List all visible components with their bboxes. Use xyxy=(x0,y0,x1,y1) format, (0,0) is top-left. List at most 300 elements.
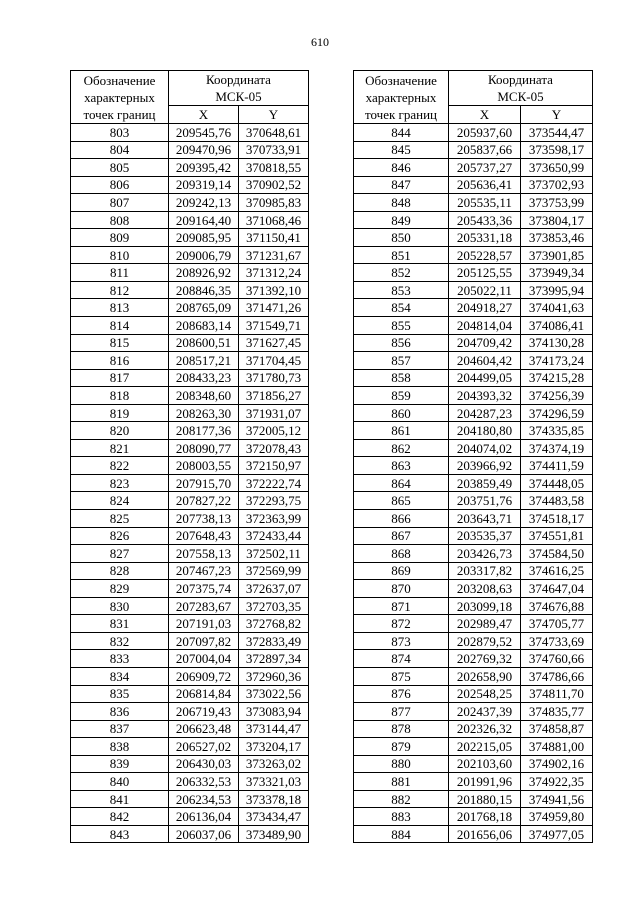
table-row xyxy=(71,808,309,826)
table-row xyxy=(71,352,309,370)
point-number-cell: 809 xyxy=(71,229,169,247)
x-coordinate-cell: 203099,18 xyxy=(449,597,521,615)
point-number-cell: 866 xyxy=(354,510,449,528)
y-coordinate-cell: 374041,63 xyxy=(521,299,593,317)
x-coordinate-cell: 207467,23 xyxy=(169,562,239,580)
y-coordinate-cell: 372569,99 xyxy=(239,562,309,580)
y-coordinate-cell: 373263,02 xyxy=(239,755,309,773)
point-number-cell: 851 xyxy=(354,246,449,264)
table-row xyxy=(354,281,593,299)
y-coordinate-cell: 374411,59 xyxy=(521,457,593,475)
y-coordinate-cell: 374173,24 xyxy=(521,352,593,370)
point-number-cell: 882 xyxy=(354,790,449,808)
x-coordinate-cell: 206037,06 xyxy=(169,825,239,843)
y-coordinate-cell: 370902,52 xyxy=(239,176,309,194)
point-designation-header xyxy=(354,71,449,124)
x-coordinate-cell: 206719,43 xyxy=(169,703,239,721)
point-number-cell: 821 xyxy=(71,439,169,457)
point-number-cell: 842 xyxy=(71,808,169,826)
table-row xyxy=(71,194,309,212)
y-coordinate-cell: 374647,04 xyxy=(521,580,593,598)
x-coordinate-cell: 206623,48 xyxy=(169,720,239,738)
x-coordinate-cell: 208090,77 xyxy=(169,439,239,457)
point-number-cell: 846 xyxy=(354,159,449,177)
coord-title-line-2: МСК-05 xyxy=(215,89,262,105)
table-row xyxy=(354,527,593,545)
coord-title-line-1: Координата xyxy=(206,72,271,88)
x-coordinate-cell: 205228,57 xyxy=(449,246,521,264)
y-coordinate-cell: 374977,05 xyxy=(521,825,593,843)
y-coordinate-cell: 374335,85 xyxy=(521,422,593,440)
x-coordinate-cell: 203317,82 xyxy=(449,562,521,580)
x-coordinate-cell: 206527,02 xyxy=(169,738,239,756)
table-row xyxy=(354,159,593,177)
point-number-cell: 804 xyxy=(71,141,169,159)
table-row xyxy=(71,825,309,843)
table-row xyxy=(71,124,309,142)
y-coordinate-cell: 373753,99 xyxy=(521,194,593,212)
x-coordinate-cell: 204814,04 xyxy=(449,317,521,335)
point-number-cell: 815 xyxy=(71,334,169,352)
x-coordinate-cell: 206136,04 xyxy=(169,808,239,826)
point-number-cell: 863 xyxy=(354,457,449,475)
x-coordinate-cell: 203751,76 xyxy=(449,492,521,510)
table-row xyxy=(71,334,309,352)
x-coordinate-cell: 208517,21 xyxy=(169,352,239,370)
table-row xyxy=(71,632,309,650)
table-row xyxy=(354,457,593,475)
x-coordinate-cell: 208926,92 xyxy=(169,264,239,282)
y-coordinate-cell: 371392,10 xyxy=(239,281,309,299)
point-number-cell: 835 xyxy=(71,685,169,703)
y-coordinate-cell: 374835,77 xyxy=(521,703,593,721)
y-coordinate-cell: 373995,94 xyxy=(521,281,593,299)
y-coordinate-cell: 372502,11 xyxy=(239,545,309,563)
table-row xyxy=(71,404,309,422)
table-row xyxy=(354,422,593,440)
x-coordinate-cell: 203643,71 xyxy=(449,510,521,528)
x-coordinate-cell: 208765,09 xyxy=(169,299,239,317)
point-number-cell: 856 xyxy=(354,334,449,352)
x-coordinate-cell: 205636,41 xyxy=(449,176,521,194)
table-row xyxy=(354,299,593,317)
table-row xyxy=(71,159,309,177)
point-number-cell: 850 xyxy=(354,229,449,247)
x-coordinate-cell: 209085,95 xyxy=(169,229,239,247)
point-number-cell: 814 xyxy=(71,317,169,335)
x-coordinate-cell: 202879,52 xyxy=(449,632,521,650)
y-coordinate-cell: 374551,81 xyxy=(521,527,593,545)
x-coordinate-cell: 206234,53 xyxy=(169,790,239,808)
table-row xyxy=(354,808,593,826)
y-coordinate-cell: 372960,36 xyxy=(239,667,309,685)
table-row xyxy=(354,229,593,247)
table-row xyxy=(354,141,593,159)
x-coordinate-cell: 202103,60 xyxy=(449,755,521,773)
point-number-cell: 869 xyxy=(354,562,449,580)
point-number-cell: 826 xyxy=(71,527,169,545)
table-row xyxy=(354,738,593,756)
point-number-cell: 832 xyxy=(71,632,169,650)
coordinate-system-header xyxy=(169,71,309,106)
y-coordinate-cell: 374705,77 xyxy=(521,615,593,633)
point-number-cell: 841 xyxy=(71,790,169,808)
point-number-cell: 874 xyxy=(354,650,449,668)
table-row xyxy=(354,755,593,773)
y-coordinate-cell: 374086,41 xyxy=(521,317,593,335)
coordinate-system-header xyxy=(449,71,593,106)
y-coordinate-cell: 371312,24 xyxy=(239,264,309,282)
point-number-cell: 879 xyxy=(354,738,449,756)
table-row xyxy=(354,597,593,615)
y-coordinate-cell: 373702,93 xyxy=(521,176,593,194)
y-coordinate-cell: 373489,90 xyxy=(239,825,309,843)
table-row xyxy=(71,422,309,440)
y-coordinate-cell: 373949,34 xyxy=(521,264,593,282)
y-coordinate-cell: 373544,47 xyxy=(521,124,593,142)
x-coordinate-cell: 202989,47 xyxy=(449,615,521,633)
x-coordinate-cell: 202215,05 xyxy=(449,738,521,756)
y-coordinate-cell: 374448,05 xyxy=(521,474,593,492)
table-row xyxy=(71,474,309,492)
table-row xyxy=(354,545,593,563)
point-number-cell: 833 xyxy=(71,650,169,668)
coord-title-line-2: МСК-05 xyxy=(497,89,544,105)
y-coordinate-cell: 374483,58 xyxy=(521,492,593,510)
y-coordinate-cell: 371549,71 xyxy=(239,317,309,335)
table-row xyxy=(354,387,593,405)
table-row xyxy=(354,334,593,352)
x-coordinate-cell: 203859,49 xyxy=(449,474,521,492)
y-coordinate-cell: 374941,56 xyxy=(521,790,593,808)
y-coordinate-cell: 374786,66 xyxy=(521,667,593,685)
y-coordinate-cell: 373204,17 xyxy=(239,738,309,756)
point-number-cell: 857 xyxy=(354,352,449,370)
y-coordinate-cell: 371856,27 xyxy=(239,387,309,405)
table-row xyxy=(71,439,309,457)
x-coordinate-cell: 207283,67 xyxy=(169,597,239,615)
x-coordinate-cell: 207738,13 xyxy=(169,510,239,528)
point-number-cell: 859 xyxy=(354,387,449,405)
table-row xyxy=(354,720,593,738)
table-row xyxy=(354,790,593,808)
x-coordinate-cell: 206909,72 xyxy=(169,667,239,685)
table-row xyxy=(71,457,309,475)
y-coordinate-cell: 372078,43 xyxy=(239,439,309,457)
point-number-cell: 839 xyxy=(71,755,169,773)
table-row xyxy=(71,720,309,738)
x-coordinate-cell: 201656,06 xyxy=(449,825,521,843)
point-number-cell: 878 xyxy=(354,720,449,738)
y-column-header: Y xyxy=(239,106,309,124)
x-coordinate-cell: 204393,32 xyxy=(449,387,521,405)
point-number-cell: 817 xyxy=(71,369,169,387)
table-row xyxy=(354,439,593,457)
x-coordinate-cell: 203208,63 xyxy=(449,580,521,598)
x-coordinate-cell: 208600,51 xyxy=(169,334,239,352)
point-number-cell: 872 xyxy=(354,615,449,633)
point-number-cell: 840 xyxy=(71,773,169,791)
x-column-header: X xyxy=(169,106,239,124)
table-row xyxy=(354,124,593,142)
header-line-1: Обозначение xyxy=(365,72,437,88)
point-number-cell: 884 xyxy=(354,825,449,843)
point-number-cell: 829 xyxy=(71,580,169,598)
header-line-2: характерных xyxy=(365,89,437,105)
table-row xyxy=(71,492,309,510)
point-number-cell: 853 xyxy=(354,281,449,299)
x-coordinate-cell: 202326,32 xyxy=(449,720,521,738)
table-row xyxy=(71,527,309,545)
point-number-cell: 803 xyxy=(71,124,169,142)
y-coordinate-cell: 373650,99 xyxy=(521,159,593,177)
point-number-cell: 812 xyxy=(71,281,169,299)
y-coordinate-cell: 372150,97 xyxy=(239,457,309,475)
y-coordinate-cell: 371150,41 xyxy=(239,229,309,247)
x-coordinate-cell: 204287,23 xyxy=(449,404,521,422)
point-number-cell: 849 xyxy=(354,211,449,229)
table-row xyxy=(71,369,309,387)
point-number-cell: 880 xyxy=(354,755,449,773)
y-coordinate-cell: 373378,18 xyxy=(239,790,309,808)
table-row xyxy=(71,264,309,282)
y-coordinate-cell: 374256,39 xyxy=(521,387,593,405)
point-number-cell: 822 xyxy=(71,457,169,475)
y-coordinate-cell: 374130,28 xyxy=(521,334,593,352)
x-coordinate-cell: 209006,79 xyxy=(169,246,239,264)
table-row xyxy=(71,790,309,808)
y-coordinate-cell: 371627,45 xyxy=(239,334,309,352)
point-number-cell: 865 xyxy=(354,492,449,510)
table-row xyxy=(71,387,309,405)
header-line-1: Обозначение xyxy=(83,72,156,88)
table-row xyxy=(354,474,593,492)
y-coordinate-cell: 374215,28 xyxy=(521,369,593,387)
table-row xyxy=(354,562,593,580)
header-line-2: характерных xyxy=(84,89,155,105)
x-coordinate-cell: 206430,03 xyxy=(169,755,239,773)
x-coordinate-cell: 204709,42 xyxy=(449,334,521,352)
point-number-cell: 870 xyxy=(354,580,449,598)
y-coordinate-cell: 374616,25 xyxy=(521,562,593,580)
point-number-cell: 810 xyxy=(71,246,169,264)
point-number-cell: 883 xyxy=(354,808,449,826)
point-number-cell: 843 xyxy=(71,825,169,843)
point-number-cell: 838 xyxy=(71,738,169,756)
point-number-cell: 868 xyxy=(354,545,449,563)
x-coordinate-cell: 208263,30 xyxy=(169,404,239,422)
point-number-cell: 847 xyxy=(354,176,449,194)
point-number-cell: 818 xyxy=(71,387,169,405)
table-row xyxy=(71,755,309,773)
point-number-cell: 852 xyxy=(354,264,449,282)
point-number-cell: 836 xyxy=(71,703,169,721)
y-coordinate-cell: 373434,47 xyxy=(239,808,309,826)
y-coordinate-cell: 372703,35 xyxy=(239,597,309,615)
x-coordinate-cell: 201991,96 xyxy=(449,773,521,791)
x-coordinate-cell: 205937,60 xyxy=(449,124,521,142)
table-row xyxy=(354,632,593,650)
point-number-cell: 855 xyxy=(354,317,449,335)
table-row xyxy=(354,492,593,510)
x-coordinate-cell: 201880,15 xyxy=(449,790,521,808)
x-coordinate-cell: 206814,84 xyxy=(169,685,239,703)
x-coordinate-cell: 208348,60 xyxy=(169,387,239,405)
y-column-header: Y xyxy=(521,106,593,124)
table-row xyxy=(71,211,309,229)
table-row xyxy=(71,176,309,194)
y-coordinate-cell: 372005,12 xyxy=(239,422,309,440)
x-coordinate-cell: 208846,35 xyxy=(169,281,239,299)
y-coordinate-cell: 374374,19 xyxy=(521,439,593,457)
y-coordinate-cell: 373804,17 xyxy=(521,211,593,229)
table-row xyxy=(71,738,309,756)
y-coordinate-cell: 372363,99 xyxy=(239,510,309,528)
y-coordinate-cell: 374296,59 xyxy=(521,404,593,422)
table-row xyxy=(354,703,593,721)
point-number-cell: 830 xyxy=(71,597,169,615)
y-coordinate-cell: 373321,03 xyxy=(239,773,309,791)
table-row xyxy=(71,299,309,317)
point-number-cell: 862 xyxy=(354,439,449,457)
x-coordinate-cell: 205022,11 xyxy=(449,281,521,299)
x-coordinate-cell: 205125,55 xyxy=(449,264,521,282)
y-coordinate-cell: 374733,69 xyxy=(521,632,593,650)
y-coordinate-cell: 371704,45 xyxy=(239,352,309,370)
y-coordinate-cell: 373598,17 xyxy=(521,141,593,159)
point-number-cell: 811 xyxy=(71,264,169,282)
x-coordinate-cell: 207558,13 xyxy=(169,545,239,563)
point-number-cell: 876 xyxy=(354,685,449,703)
y-coordinate-cell: 374922,35 xyxy=(521,773,593,791)
point-number-cell: 881 xyxy=(354,773,449,791)
coordinates-table-right xyxy=(353,70,593,843)
x-coordinate-cell: 202658,90 xyxy=(449,667,521,685)
point-number-cell: 837 xyxy=(71,720,169,738)
y-coordinate-cell: 371780,73 xyxy=(239,369,309,387)
y-coordinate-cell: 372768,82 xyxy=(239,615,309,633)
y-coordinate-cell: 370818,55 xyxy=(239,159,309,177)
y-coordinate-cell: 374676,88 xyxy=(521,597,593,615)
table-row xyxy=(71,703,309,721)
table-row xyxy=(71,281,309,299)
table-row xyxy=(354,510,593,528)
y-coordinate-cell: 372637,07 xyxy=(239,580,309,598)
y-coordinate-cell: 372222,74 xyxy=(239,474,309,492)
y-coordinate-cell: 372293,75 xyxy=(239,492,309,510)
x-coordinate-cell: 205433,36 xyxy=(449,211,521,229)
point-number-cell: 827 xyxy=(71,545,169,563)
x-coordinate-cell: 205837,66 xyxy=(449,141,521,159)
x-coordinate-cell: 203426,73 xyxy=(449,545,521,563)
y-coordinate-cell: 373144,47 xyxy=(239,720,309,738)
point-number-cell: 834 xyxy=(71,667,169,685)
x-coordinate-cell: 202548,25 xyxy=(449,685,521,703)
point-number-cell: 807 xyxy=(71,194,169,212)
point-number-cell: 805 xyxy=(71,159,169,177)
table-row xyxy=(71,510,309,528)
y-coordinate-cell: 370733,91 xyxy=(239,141,309,159)
x-coordinate-cell: 205737,27 xyxy=(449,159,521,177)
x-coordinate-cell: 207191,03 xyxy=(169,615,239,633)
table-row xyxy=(354,404,593,422)
y-coordinate-cell: 372897,34 xyxy=(239,650,309,668)
point-number-cell: 845 xyxy=(354,141,449,159)
y-coordinate-cell: 374518,17 xyxy=(521,510,593,528)
point-number-cell: 875 xyxy=(354,667,449,685)
x-coordinate-cell: 205535,11 xyxy=(449,194,521,212)
x-coordinate-cell: 206332,53 xyxy=(169,773,239,791)
y-coordinate-cell: 373853,46 xyxy=(521,229,593,247)
y-coordinate-cell: 373083,94 xyxy=(239,703,309,721)
table-row xyxy=(71,317,309,335)
table-row xyxy=(354,615,593,633)
x-coordinate-cell: 209470,96 xyxy=(169,141,239,159)
table-row xyxy=(354,352,593,370)
point-number-cell: 808 xyxy=(71,211,169,229)
header-line-3: точек границ xyxy=(364,106,438,122)
x-coordinate-cell: 207097,82 xyxy=(169,632,239,650)
x-coordinate-cell: 204180,80 xyxy=(449,422,521,440)
x-coordinate-cell: 204499,05 xyxy=(449,369,521,387)
x-coordinate-cell: 202769,32 xyxy=(449,650,521,668)
page-number: 610 xyxy=(311,35,329,49)
point-number-cell: 819 xyxy=(71,404,169,422)
table-row xyxy=(71,597,309,615)
x-column-header: X xyxy=(449,106,521,124)
table-row xyxy=(71,685,309,703)
table-row xyxy=(354,685,593,703)
point-number-cell: 828 xyxy=(71,562,169,580)
x-coordinate-cell: 207915,70 xyxy=(169,474,239,492)
point-number-cell: 831 xyxy=(71,615,169,633)
point-number-cell: 854 xyxy=(354,299,449,317)
y-coordinate-cell: 371471,26 xyxy=(239,299,309,317)
y-coordinate-cell: 374811,70 xyxy=(521,685,593,703)
table-row xyxy=(71,773,309,791)
x-coordinate-cell: 207648,43 xyxy=(169,527,239,545)
table-row xyxy=(71,562,309,580)
x-coordinate-cell: 204918,27 xyxy=(449,299,521,317)
y-coordinate-cell: 371931,07 xyxy=(239,404,309,422)
x-coordinate-cell: 201768,18 xyxy=(449,808,521,826)
table-row xyxy=(354,176,593,194)
table-row xyxy=(354,650,593,668)
point-number-cell: 861 xyxy=(354,422,449,440)
table-row xyxy=(354,580,593,598)
point-number-cell: 844 xyxy=(354,124,449,142)
point-number-cell: 824 xyxy=(71,492,169,510)
table-row xyxy=(71,246,309,264)
table-row xyxy=(354,773,593,791)
point-number-cell: 813 xyxy=(71,299,169,317)
x-coordinate-cell: 205331,18 xyxy=(449,229,521,247)
x-coordinate-cell: 204604,42 xyxy=(449,352,521,370)
y-coordinate-cell: 374902,16 xyxy=(521,755,593,773)
point-number-cell: 816 xyxy=(71,352,169,370)
x-coordinate-cell: 209164,40 xyxy=(169,211,239,229)
table-row xyxy=(354,369,593,387)
y-coordinate-cell: 372433,44 xyxy=(239,527,309,545)
x-coordinate-cell: 209242,13 xyxy=(169,194,239,212)
table-row xyxy=(71,667,309,685)
point-designation-header xyxy=(71,71,169,124)
y-coordinate-cell: 370648,61 xyxy=(239,124,309,142)
table-row xyxy=(71,141,309,159)
x-coordinate-cell: 209545,76 xyxy=(169,124,239,142)
x-coordinate-cell: 207004,04 xyxy=(169,650,239,668)
table-row xyxy=(71,615,309,633)
